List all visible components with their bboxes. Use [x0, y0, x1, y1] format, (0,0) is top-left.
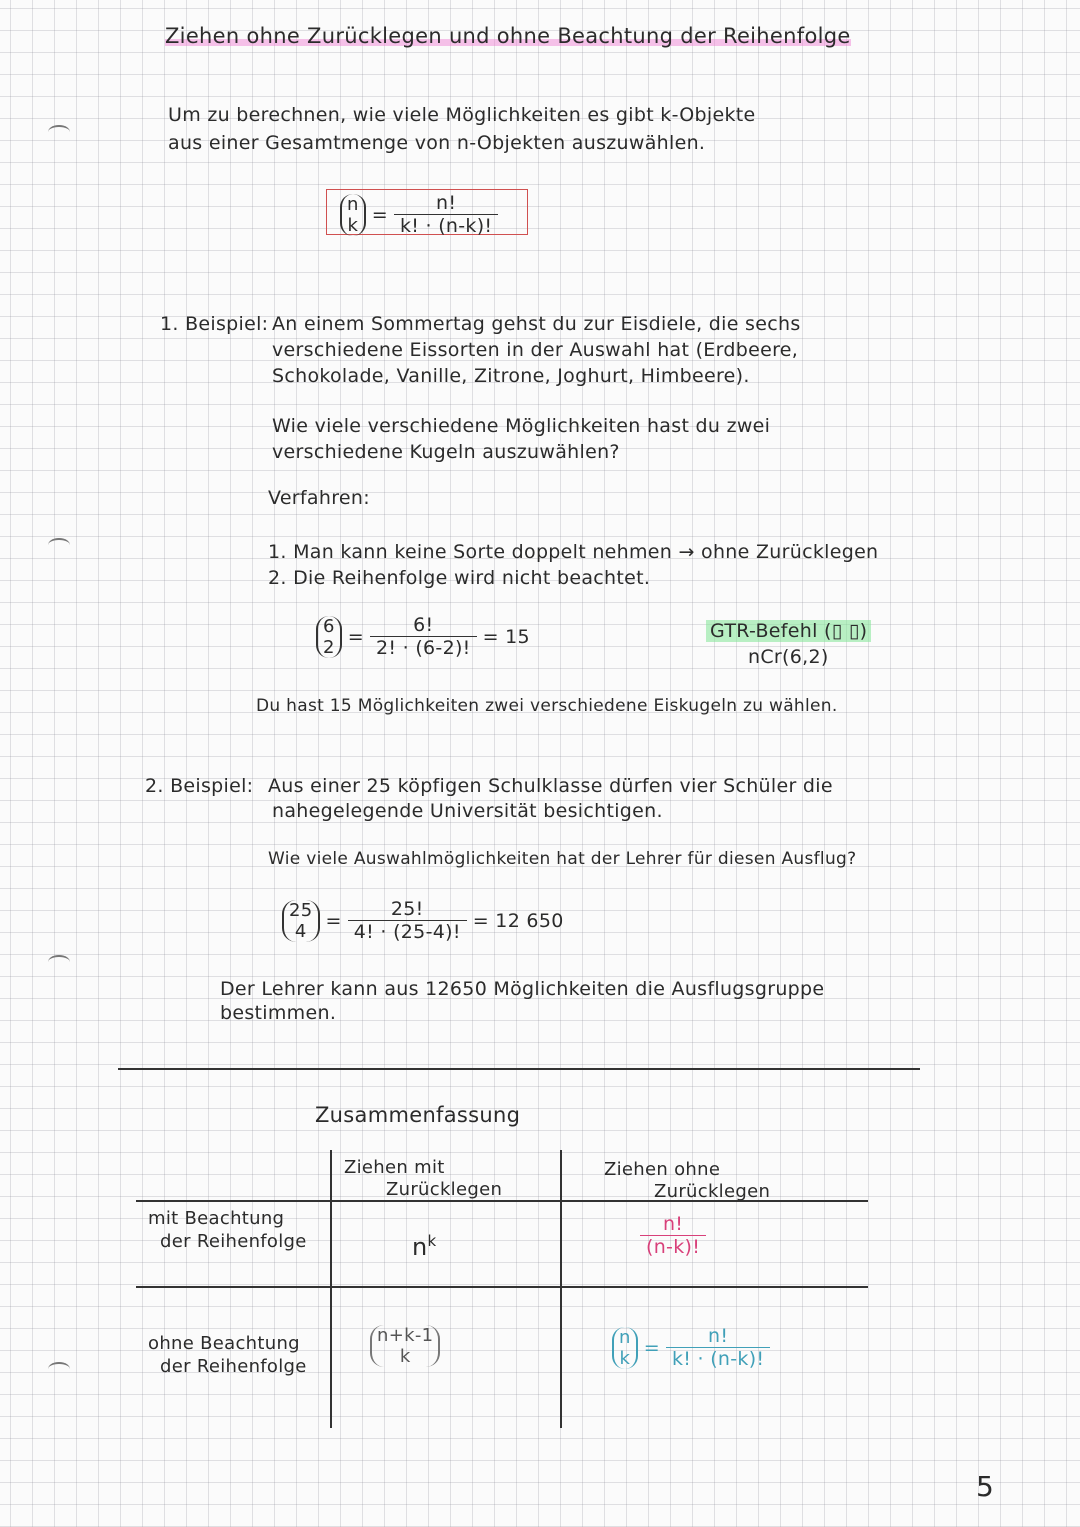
page-number: 5 — [976, 1470, 995, 1503]
punch-hole — [48, 538, 70, 552]
punch-hole — [48, 955, 70, 969]
table-hline — [136, 1286, 868, 1288]
example1-text-2: verschiedene Eissorten in der Auswahl hat (Erdbeere, — [272, 339, 799, 361]
summary-title: Zusammenfassung — [315, 1103, 521, 1127]
example2-label: 2. Beispiel: — [145, 775, 254, 797]
equals-sign: = — [371, 203, 388, 226]
col2-header-1: Ziehen ohne — [604, 1159, 721, 1180]
row1-label-2: der Reihenfolge — [160, 1231, 307, 1252]
cell-permutation-formula — [640, 1213, 706, 1258]
binomial-coefficient: 25 4 — [282, 900, 320, 942]
example1-text-3: Schokolade, Vanille, Zitrone, Joghurt, Himbeere). — [272, 365, 750, 387]
main-formula — [340, 192, 498, 237]
example1-text-1: An einem Sommertag gehst du zur Eisdiele, die sechs — [272, 313, 801, 335]
section-divider — [118, 1068, 920, 1070]
cell-multiset-formula — [370, 1325, 440, 1367]
example1-question-1: Wie viele verschiedene Möglichkeiten hast du zwei — [272, 415, 771, 437]
heading-text: Ziehen ohne Zurücklegen und ohne Beachtung der Reihenfolge — [165, 24, 851, 48]
fraction: $\frac{n!}{k! \cdot (n-k)!}$ — [394, 192, 498, 237]
example2-text-2: nahegelegende Universität besichtigen. — [272, 800, 663, 822]
cell-power-formula: $n^k$ — [412, 1232, 437, 1261]
binomial-coefficient: n+k-1 k — [370, 1325, 440, 1367]
binomial-coefficient: n k — [612, 1327, 638, 1369]
example1-label: 1. Beispiel: — [160, 313, 269, 335]
page-heading — [165, 24, 851, 48]
col2-header-2: Zurücklegen — [654, 1181, 771, 1202]
cell-combination-formula: n k = $\frac{n!}{k! \cdot (n-k)!}$ — [612, 1325, 770, 1370]
fraction: $\frac{n!}{k! \cdot (n-k)!}$ — [666, 1325, 770, 1370]
row2-label-2: der Reihenfolge — [160, 1356, 307, 1377]
calc-result: = 15 — [482, 625, 530, 648]
procedure-step-1: 1. Man kann keine Sorte doppelt nehmen → ohne Zurücklegen — [268, 541, 879, 563]
example2-question: Wie viele Auswahlmöglichkeiten hat der Lehrer für diesen Ausflug? — [268, 849, 857, 869]
example2-calculation: 25 4 = $\frac{25!}{4! \cdot (25-4)!}$ = 12 650 — [282, 898, 564, 943]
calc-result: = 12 650 — [472, 909, 564, 932]
col1-header-1: Ziehen mit — [344, 1157, 445, 1178]
gtr-label: GTR-Befehl (▯ ▯) — [706, 620, 871, 642]
intro-line-1: Um zu berechnen, wie viele Möglichkeiten es gibt k-Objekte — [168, 104, 756, 126]
punch-hole — [48, 1362, 70, 1376]
example1-calculation: 6 2 = $\frac{6!}{2! \cdot (6-2)!}$ = 15 — [316, 614, 530, 659]
binomial-coefficient: n k — [340, 194, 366, 236]
table-vline — [330, 1150, 332, 1428]
punch-hole — [48, 125, 70, 139]
procedure-label: Verfahren: — [268, 487, 370, 509]
procedure-step-2: 2. Die Reihenfolge wird nicht beachtet. — [268, 567, 651, 589]
fraction: $\frac{6!}{2! \cdot (6-2)!}$ — [370, 614, 477, 659]
row2-label-1: ohne Beachtung — [148, 1333, 300, 1354]
example1-question-2: verschiedene Kugeln auszuwählen? — [272, 441, 620, 463]
example1-answer: Du hast 15 Möglichkeiten zwei verschiedene Eiskugeln zu wählen. — [256, 696, 838, 716]
row1-label-1: mit Beachtung — [148, 1208, 285, 1229]
example2-answer-1: Der Lehrer kann aus 12650 Möglichkeiten die Ausflugsgruppe — [220, 978, 825, 1000]
fraction: $\frac{n!}{(n-k)!}$ — [640, 1213, 706, 1258]
table-vline — [560, 1150, 562, 1428]
fraction: $\frac{25!}{4! \cdot (25-4)!}$ — [348, 898, 467, 943]
col1-header-2: Zurücklegen — [386, 1179, 503, 1200]
gtr-command: nCr(6,2) — [748, 646, 829, 668]
example2-text-1: Aus einer 25 köpfigen Schulklasse dürfen vier Schüler die — [268, 775, 833, 797]
intro-line-2: aus einer Gesamtmenge von n-Objekten auszuwählen. — [168, 132, 706, 154]
example2-answer-2: bestimmen. — [220, 1002, 337, 1024]
binomial-coefficient: 6 2 — [316, 616, 342, 658]
